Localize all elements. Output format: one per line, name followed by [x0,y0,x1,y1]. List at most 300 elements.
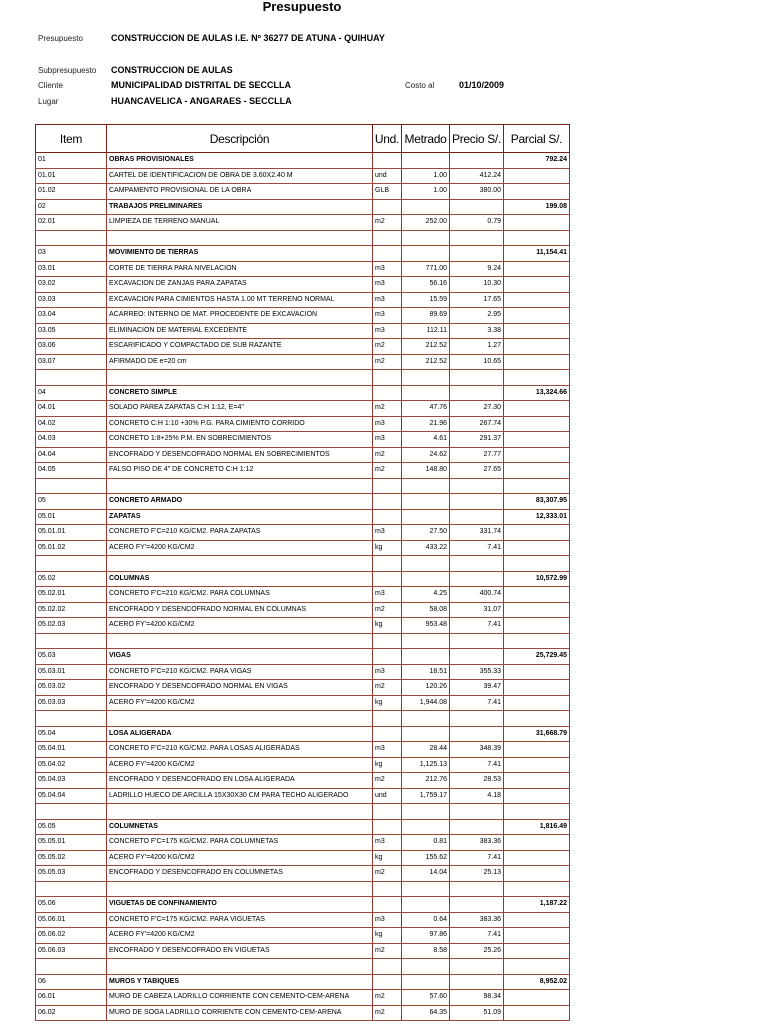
cell-item: 05.04 [36,726,107,742]
presupuesto-label: Presupuesto [38,34,83,43]
table-row [36,277,570,293]
cell-item: 05.03.01 [36,664,107,680]
cell-precio: 25.26 [450,943,504,959]
cell-precio [450,804,504,820]
column-header-und: Und. [373,125,402,153]
cell-metrado: 120.26 [402,680,450,696]
cell-metrado: 47.76 [402,401,450,417]
table-row [36,943,570,959]
cell-metrado: 252.00 [402,215,450,231]
column-header-item: Item [36,125,107,153]
cell-item [36,633,107,649]
cell-item: 02 [36,199,107,215]
cell-precio [450,370,504,386]
cell-description: EXCAVACION DE ZANJAS PARA ZAPATAS [107,277,373,293]
cell-item [36,370,107,386]
table-row [36,184,570,200]
cell-description: AFIRMADO DE e=20 cm [107,354,373,370]
cell-description: CONCRETO F'C=210 KG/CM2. PARA LOSAS ALIGERADAS [107,742,373,758]
cell-metrado: 4.61 [402,432,450,448]
cell-unit: m3 [373,742,402,758]
group-row [36,571,570,587]
column-header-parcial: Parcial S/. [504,125,570,153]
cell-metrado [402,556,450,572]
cell-parcial [504,788,570,804]
cell-parcial [504,447,570,463]
table-row [36,401,570,417]
cell-metrado: 0.64 [402,912,450,928]
cell-item: 05.03.02 [36,680,107,696]
cell-description: COLUMNETAS [107,819,373,835]
cell-precio: 2.95 [450,308,504,324]
cell-unit: kg [373,928,402,944]
cell-description: FALSO PISO DE 4" DE CONCRETO C:H 1:12 [107,463,373,479]
cell-description: LIMPIEZA DE TERRENO MANUAL [107,215,373,231]
cell-unit: kg [373,757,402,773]
cell-description: CONCRETO F'C=210 KG/CM2. PARA COLUMNAS [107,587,373,603]
cell-parcial [504,432,570,448]
cell-unit: m2 [373,215,402,231]
cell-unit [373,494,402,510]
group-row [36,153,570,169]
cell-description: CONCRETO C:H 1:10 +30% P.G. PARA CIMIENTO CORRIDO [107,416,373,432]
cell-unit: m3 [373,664,402,680]
cell-description: SOLADO PAREA ZAPATAS C:H 1:12, E=4" [107,401,373,417]
cell-unit [373,819,402,835]
cell-parcial [504,339,570,355]
cell-description [107,881,373,897]
cell-precio [450,726,504,742]
table-row [36,850,570,866]
cell-item [36,556,107,572]
cell-description [107,633,373,649]
group-row [36,974,570,990]
cell-metrado [402,509,450,525]
cell-precio: 3.38 [450,323,504,339]
cell-unit: m2 [373,463,402,479]
cell-description: ACARREO: INTERNO DE MAT. PROCEDENTE DE EXCAVACION [107,308,373,324]
cell-item: 03.05 [36,323,107,339]
column-header-precio: Precio S/. [450,125,504,153]
cell-item: 05.06 [36,897,107,913]
cell-metrado: 212.52 [402,354,450,370]
cell-precio [450,153,504,169]
cell-metrado: 28.44 [402,742,450,758]
cell-parcial [504,742,570,758]
cell-parcial [504,354,570,370]
cell-unit: kg [373,850,402,866]
cell-parcial [504,990,570,1006]
cell-metrado [402,199,450,215]
subpresupuesto-label: Subpresupuesto [38,66,97,75]
cell-unit [373,726,402,742]
cell-metrado: 18.51 [402,664,450,680]
cell-precio: 10.30 [450,277,504,293]
cell-unit [373,199,402,215]
cell-metrado [402,246,450,262]
cell-precio: 25.13 [450,866,504,882]
cell-item: 01 [36,153,107,169]
cell-unit: m3 [373,292,402,308]
cell-unit: m2 [373,990,402,1006]
cell-unit [373,897,402,913]
cell-description: ESCARIFICADO Y COMPACTADO DE SUB RAZANTE [107,339,373,355]
cell-unit: m3 [373,323,402,339]
cell-metrado: 953.48 [402,618,450,634]
cell-item: 03.02 [36,277,107,293]
table-row [36,416,570,432]
cell-item: 05.05.02 [36,850,107,866]
cell-item: 03.03 [36,292,107,308]
cell-parcial [504,416,570,432]
cell-description: CONCRETO SIMPLE [107,385,373,401]
cell-parcial [504,912,570,928]
group-row [36,494,570,510]
cell-unit [373,571,402,587]
cell-parcial [504,943,570,959]
spacer-row [36,711,570,727]
cell-unit: kg [373,618,402,634]
page-title: Presupuesto [262,0,342,14]
table-row [36,525,570,541]
cell-metrado [402,804,450,820]
cell-metrado: 14.04 [402,866,450,882]
cell-precio: 267.74 [450,416,504,432]
cell-description [107,804,373,820]
cell-parcial: 11,154.41 [504,246,570,262]
cell-parcial [504,323,570,339]
cell-item [36,881,107,897]
cell-precio: 331.74 [450,525,504,541]
cell-precio: 9.24 [450,261,504,277]
cell-description: ENCOFRADO Y DESENCOFRADO NORMAL EN COLUMNAS [107,602,373,618]
cell-precio: 7.41 [450,850,504,866]
cell-item: 05.06.02 [36,928,107,944]
cell-precio: 27.77 [450,447,504,463]
cell-description: LOSA ALIGERADA [107,726,373,742]
cell-unit [373,711,402,727]
cell-metrado [402,974,450,990]
cell-item: 04 [36,385,107,401]
cell-precio: 383.36 [450,912,504,928]
cell-metrado: 56.16 [402,277,450,293]
cell-item: 05.04.03 [36,773,107,789]
cell-item: 03.04 [36,308,107,324]
cell-unit: kg [373,695,402,711]
cell-item: 05.02.01 [36,587,107,603]
cell-item: 05.01.01 [36,525,107,541]
cell-parcial [504,1005,570,1021]
cell-parcial: 12,333.01 [504,509,570,525]
cell-unit: m3 [373,432,402,448]
cell-parcial: 25,729.45 [504,649,570,665]
cell-item: 05.06.01 [36,912,107,928]
costo-label: Costo al [405,81,435,90]
table-row [36,323,570,339]
column-header-descripcion: Descripción [107,125,373,153]
cell-item: 04.02 [36,416,107,432]
cell-metrado: 58.08 [402,602,450,618]
cell-unit: m2 [373,354,402,370]
cell-metrado [402,959,450,975]
cell-parcial [504,695,570,711]
cell-metrado: 57.60 [402,990,450,1006]
cell-parcial [504,168,570,184]
spacer-row [36,556,570,572]
cell-unit [373,370,402,386]
cell-parcial [504,959,570,975]
cell-unit: m3 [373,308,402,324]
cliente-value: MUNICIPALIDAD DISTRITAL DE SECCLLA [111,80,291,90]
cell-description: ENCOFRADO Y DESENCOFRADO EN LOSA ALIGERADA [107,773,373,789]
group-row [36,819,570,835]
cell-metrado [402,370,450,386]
cell-description: ACERO FY'=4200 KG/CM2 [107,540,373,556]
cell-precio [450,556,504,572]
cell-parcial [504,866,570,882]
cell-precio [450,711,504,727]
table-row [36,308,570,324]
cell-unit [373,153,402,169]
costo-value: 01/10/2009 [459,80,505,90]
cell-metrado: 212.52 [402,339,450,355]
cell-item [36,478,107,494]
cell-parcial: 1,187.22 [504,897,570,913]
cell-item: 05.03 [36,649,107,665]
cell-precio [450,246,504,262]
group-row [36,509,570,525]
cell-unit: m2 [373,339,402,355]
cell-unit: m2 [373,943,402,959]
cell-item: 05.02.02 [36,602,107,618]
table-row [36,354,570,370]
cell-precio [450,881,504,897]
cell-parcial [504,215,570,231]
cell-parcial: 13,324.66 [504,385,570,401]
cell-precio: 10.65 [450,354,504,370]
group-row [36,385,570,401]
cell-description [107,370,373,386]
spacer-row [36,478,570,494]
cell-item: 02.01 [36,215,107,231]
table-row [36,587,570,603]
table-header-row [36,125,570,153]
spacer-row [36,804,570,820]
cell-metrado [402,571,450,587]
cell-unit [373,230,402,246]
table-row [36,618,570,634]
cell-unit [373,633,402,649]
cell-item: 06.01 [36,990,107,1006]
subpresupuesto-value: CONSTRUCCION DE AULAS [111,65,233,75]
cell-metrado [402,478,450,494]
cell-precio [450,819,504,835]
cell-metrado [402,819,450,835]
cell-precio: 383.36 [450,835,504,851]
lugar-label: Lugar [38,97,59,106]
cell-precio: 17.65 [450,292,504,308]
cell-unit: m2 [373,773,402,789]
cell-precio: 7.41 [450,757,504,773]
cell-parcial: 199.08 [504,199,570,215]
table-row [36,1005,570,1021]
cell-description: CONCRETO F'C=210 KG/CM2. PARA ZAPATAS [107,525,373,541]
cell-description: ENCOFRADO Y DESENCOFRADO NORMAL EN VIGAS [107,680,373,696]
cell-item: 05.02 [36,571,107,587]
cell-description: CONCRETO ARMADO [107,494,373,510]
cell-parcial [504,261,570,277]
cell-precio [450,633,504,649]
table-row [36,339,570,355]
group-row [36,199,570,215]
cell-precio: 98.34 [450,990,504,1006]
cell-metrado: 97.86 [402,928,450,944]
cell-precio [450,199,504,215]
table-body [36,153,570,1021]
cell-unit: m2 [373,602,402,618]
cell-description: OBRAS PROVISIONALES [107,153,373,169]
cell-metrado [402,494,450,510]
cell-unit: und [373,168,402,184]
cell-parcial [504,463,570,479]
cell-precio [450,230,504,246]
cell-item: 05.01.02 [36,540,107,556]
cell-parcial: 1,816.49 [504,819,570,835]
cell-parcial [504,664,570,680]
cell-unit [373,649,402,665]
cell-item: 05 [36,494,107,510]
cell-item [36,804,107,820]
cell-metrado: 1,759.17 [402,788,450,804]
cell-parcial [504,370,570,386]
cell-parcial [504,230,570,246]
cell-precio: 7.41 [450,928,504,944]
group-row [36,649,570,665]
cell-item: 05.04.01 [36,742,107,758]
cell-description [107,959,373,975]
cell-description: CONCRETO F'C=175 KG/CM2. PARA VIGUETAS [107,912,373,928]
cell-item: 03.06 [36,339,107,355]
cell-description: CONCRETO F'C=210 KG/CM2. PARA VIGAS [107,664,373,680]
cliente-label: Cliente [38,81,63,90]
cell-parcial [504,308,570,324]
cell-metrado: 0.81 [402,835,450,851]
cell-item [36,230,107,246]
cell-metrado: 433.22 [402,540,450,556]
cell-unit [373,556,402,572]
cell-parcial [504,773,570,789]
cell-precio: 7.41 [450,618,504,634]
cell-description: ACERO FY'=4200 KG/CM2 [107,618,373,634]
cell-unit [373,881,402,897]
spacer-row [36,633,570,649]
cell-precio: 7.41 [450,540,504,556]
cell-metrado [402,881,450,897]
cell-parcial [504,850,570,866]
cell-item [36,959,107,975]
cell-description: LADRILLO HUECO DE ARCILLA 15X30X30 CM PARA TECHO ALIGERADO [107,788,373,804]
table-row [36,215,570,231]
cell-description [107,230,373,246]
cell-unit [373,246,402,262]
table-row [36,742,570,758]
cell-description: ACERO FY'=4200 KG/CM2 [107,695,373,711]
cell-description [107,711,373,727]
cell-precio: 291.37 [450,432,504,448]
cell-item: 05.05 [36,819,107,835]
cell-precio [450,494,504,510]
cell-item: 04.01 [36,401,107,417]
table-row [36,757,570,773]
cell-precio: 0.79 [450,215,504,231]
cell-precio [450,959,504,975]
cell-item: 04.05 [36,463,107,479]
cell-description: ACERO FY'=4200 KG/CM2 [107,757,373,773]
cell-unit: GLB [373,184,402,200]
cell-metrado: 1.00 [402,184,450,200]
cell-metrado: 1.00 [402,168,450,184]
cell-precio: 31.07 [450,602,504,618]
cell-description: MURO DE SOGA LADRILLO CORRIENTE CON CEMENTO-CEM-ARENA [107,1005,373,1021]
cell-metrado: 212.76 [402,773,450,789]
table-row [36,680,570,696]
cell-precio: 51.09 [450,1005,504,1021]
cell-parcial [504,556,570,572]
cell-metrado: 1,125.13 [402,757,450,773]
cell-unit: kg [373,540,402,556]
cell-metrado: 27.50 [402,525,450,541]
cell-unit: m3 [373,912,402,928]
cell-unit: m2 [373,866,402,882]
table-row [36,168,570,184]
cell-metrado: 15.59 [402,292,450,308]
cell-parcial: 31,668.79 [504,726,570,742]
spacer-row [36,230,570,246]
table-row [36,773,570,789]
cell-metrado: 771.00 [402,261,450,277]
table-row [36,540,570,556]
cell-metrado: 89.69 [402,308,450,324]
cell-precio: 27.30 [450,401,504,417]
cell-metrado [402,897,450,913]
spacer-row [36,370,570,386]
table-row [36,695,570,711]
cell-metrado: 24.62 [402,447,450,463]
cell-item: 05.03.03 [36,695,107,711]
cell-item: 04.03 [36,432,107,448]
cell-metrado [402,230,450,246]
cell-item: 03 [36,246,107,262]
group-row [36,726,570,742]
cell-precio: 355.33 [450,664,504,680]
cell-metrado [402,726,450,742]
cell-parcial: 792.24 [504,153,570,169]
cell-description: CORTE DE TIERRA PARA NIVELACION [107,261,373,277]
cell-parcial [504,618,570,634]
cell-item: 05.04.02 [36,757,107,773]
table-row [36,602,570,618]
table-row [36,866,570,882]
cell-unit: m3 [373,277,402,293]
cell-unit: m3 [373,525,402,541]
cell-unit [373,804,402,820]
cell-parcial [504,478,570,494]
table-row [36,928,570,944]
cell-metrado: 64.35 [402,1005,450,1021]
cell-metrado [402,711,450,727]
cell-unit: m2 [373,680,402,696]
cell-parcial [504,680,570,696]
